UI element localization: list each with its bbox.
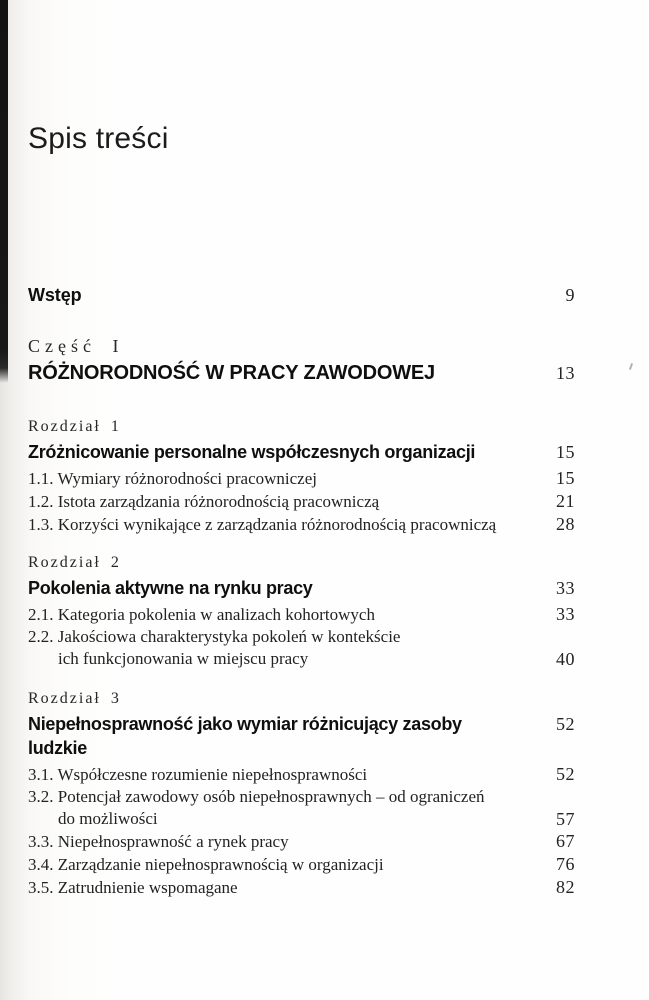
page-number: 57: [556, 809, 575, 829]
toc-entry: [28, 467, 575, 490]
page-number: 9: [565, 285, 575, 305]
toc-chapter-block: [28, 416, 575, 536]
toc-part-block: [28, 334, 575, 386]
chapter-title: Zróżnicowanie personalne współczesnych organizacji: [28, 442, 476, 462]
chapter-entries: [28, 467, 575, 536]
toc-row-chapter-title: [28, 576, 575, 600]
chapter-entries: [28, 763, 575, 899]
entry-line-2: do możliwości: [58, 809, 158, 828]
entry-line-1: 3.2. Potencjał zawodowy osób niepełnosprawnych – od ograniczeń: [28, 787, 485, 806]
page-number: 52: [556, 714, 575, 734]
entry-line-1: 2.2. Jakościowa charakterystyka pokoleń w kontekście: [28, 627, 401, 646]
page-number: 15: [556, 442, 575, 462]
toc-entry: [28, 853, 575, 876]
toc-entry-label: 1.1. Wymiary różnorodności pracowniczej: [28, 469, 317, 488]
toc-entry-label: 3.5. Zatrudnienie wspomagane: [28, 878, 238, 897]
entry-line-2: ich funkcjonowania w miejscu pracy: [58, 649, 309, 668]
page-title: Spis treści: [28, 122, 169, 155]
page-number: 40: [556, 649, 575, 669]
toc-entry: [28, 786, 575, 830]
chapter-kicker: Rozdział 1: [28, 418, 121, 435]
toc-entry: [28, 490, 575, 513]
toc-entry: [28, 763, 575, 786]
page-number: 52: [556, 764, 575, 784]
toc-entry-label: [28, 786, 485, 830]
toc-entry-label: 2.1. Kategoria pokolenia w analizach kohortowych: [28, 605, 375, 624]
toc-row-chapter-title: [28, 712, 575, 760]
toc-entry: [28, 876, 575, 899]
page-number: 33: [556, 578, 575, 598]
toc-entry-label: [28, 626, 400, 670]
toc-entry: [28, 603, 575, 626]
toc-entry-label: Wstęp: [28, 285, 82, 305]
toc-entry-label: 3.1. Współczesne rozumienie niepełnosprawności: [28, 765, 368, 784]
chapter-title: Pokolenia aktywne na rynku pracy: [28, 578, 313, 598]
toc-row-wstep: [28, 284, 575, 306]
page-number: 28: [556, 514, 575, 534]
spine-shadow: [0, 0, 8, 383]
page-number: 33: [556, 604, 575, 624]
part-title: RÓŻNORODNOŚĆ W PRACY ZAWODOWEJ: [28, 362, 435, 384]
page-number: 76: [556, 854, 575, 874]
toc-entry: [28, 626, 575, 670]
page-number: 15: [556, 468, 575, 488]
page-number: 67: [556, 831, 575, 851]
toc-entry-label: 3.3. Niepełnosprawność a rynek pracy: [28, 832, 289, 851]
scan-speck: [629, 363, 633, 370]
chapter-kicker: Rozdział 2: [28, 554, 121, 571]
chapter-entries: [28, 603, 575, 670]
toc-entry: [28, 830, 575, 853]
chapter-kicker: Rozdział 3: [28, 690, 121, 707]
page-number: 21: [556, 491, 575, 511]
toc-entry-label: 1.3. Korzyści wynikające z zarządzania różnorodnością pracowniczą: [28, 515, 497, 534]
toc-chapter-block: [28, 552, 575, 670]
page-number: 82: [556, 877, 575, 897]
chapter-title: Niepełnosprawność jako wymiar różnicujący zasoby ludzkie: [28, 714, 462, 758]
toc-entry: [28, 513, 575, 536]
toc-row-part: [28, 360, 575, 386]
toc-chapter-block: [28, 688, 575, 899]
toc-row-chapter-title: [28, 440, 575, 464]
toc-entry-label: 3.4. Zarządzanie niepełnosprawnością w organizacji: [28, 855, 384, 874]
page-number: 13: [556, 363, 575, 383]
toc-entry-label: 1.2. Istota zarządzania różnorodnością pracowniczą: [28, 492, 380, 511]
part-kicker: Część I: [28, 336, 124, 356]
